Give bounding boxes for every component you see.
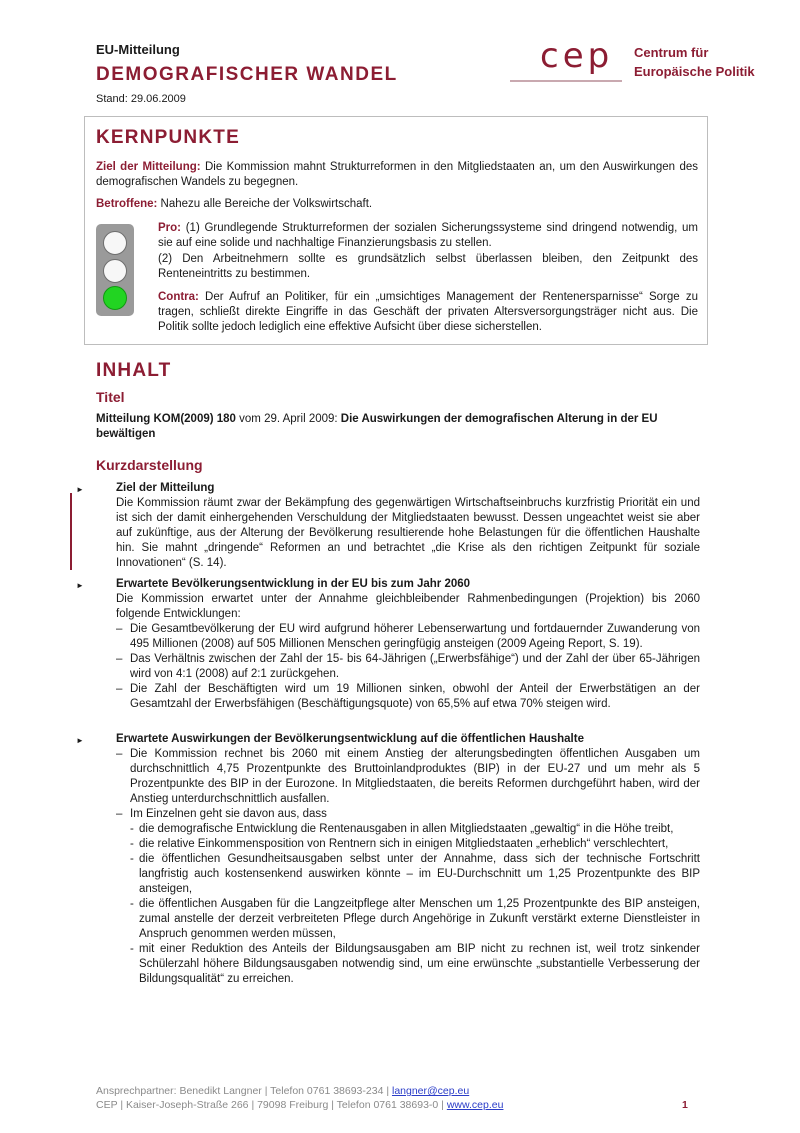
- section-text: Die Kommission erwartet unter der Annahme gleichbleibender Rahmenbedingungen (Projektion) bis 2060 folgende Entwicklungen:: [116, 593, 700, 620]
- section-title: Erwartete Auswirkungen der Bevölkerungsentwicklung auf die öffentlichen Haushalte: [116, 733, 584, 745]
- titel-text: [96, 412, 700, 442]
- list-item: – Im Einzelnen geht sie davon aus, dass: [116, 808, 327, 820]
- sub-list-item: - die demografische Entwicklung die Rentenausgaben in allen Mitgliedstaaten „gewaltig“ in die Höhe treibt,: [130, 823, 674, 835]
- footer-address-text: CEP | Kaiser-Joseph-Straße 266 | 79098 Freiburg | Telefon 0761 38693-0 |: [96, 1099, 447, 1111]
- sub-list-item: - die öffentlichen Ausgaben für die Langzeitpflege alter Menschen um 1,25 Prozentpunkte des BIP ansteigen, zumal anstelle der derzeit verbreiteten Pflege durch Angehörige in Zukunft verstärkt externe Dienstleister in Anspruch genommen werden müssen,: [130, 898, 700, 940]
- list-item: – Die Gesamtbevölkerung der EU wird aufgrund höherer Lebenserwartung und fortdauernder Zuwanderung von 495 Millionen (2008) auf 505 Millionen Menschen geringfügig ansteigen (2009 Ageing Report, S. 19).: [116, 623, 700, 650]
- arrow-bullet-icon: ►: [76, 581, 84, 590]
- pro-label: Pro:: [158, 222, 181, 234]
- titel-heading: Titel: [96, 389, 125, 405]
- kernpunkte-heading: KERNPUNKTE: [96, 127, 240, 148]
- logo-underline: [510, 80, 622, 82]
- footer-contact-text: Ansprechpartner: Benedikt Langner | Telefon 0761 38693-234 |: [96, 1085, 392, 1097]
- document-type-label: EU-Mitteilung: [96, 42, 180, 57]
- betroffene-label: Betroffene:: [96, 198, 158, 210]
- sub-list-item: - die öffentlichen Gesundheitsausgaben selbst unter der Annahme, dass sich der technische Fortschritt langfristig auch kostensenkend auswirken könnte – im EU-Durchschnitt um 1,25 Prozentpunkte des BIP ansteigen,: [130, 853, 700, 895]
- sub-list-item: - mit einer Reduktion des Anteils der Bildungsausgaben am BIP nicht zu rechnen ist, weil trotz sinkender Schülerzahl höhere Bildungsausgaben notwendig sind, um eine erwünschte „substantielle Verbesserung der Bildungsqualität“ zu erreichen.: [130, 943, 700, 985]
- section-haushalte: [76, 732, 700, 987]
- pro-text-1: (1) Grundlegende Strukturreformen der sozialen Sicherungssysteme sind dringend notwendig, um sie auf eine solide und nachhaltige Finanzierungsbasis zu stellen.: [158, 222, 698, 249]
- contra-text: Der Aufruf an Politiker, für ein „umsichtiges Management der Rentenersparnisse“ Sorge zu tragen, schließt direkte Eingriffe in das Geschäft der privaten Altersversorgungsträger nicht aus. Die Politik sollte jedoch lediglich eine effektive Aufsicht über diese sicherstellen.: [158, 291, 698, 333]
- arrow-bullet-icon: ►: [76, 736, 84, 745]
- footer-address: [96, 1099, 503, 1111]
- margin-marker: [70, 493, 72, 570]
- kurzdarstellung-heading: Kurzdarstellung: [96, 457, 203, 473]
- arrow-bullet-icon: ►: [76, 485, 84, 494]
- ziel-label: Ziel der Mitteilung:: [96, 161, 201, 173]
- section-title: Erwartete Bevölkerungsentwicklung in der EU bis zum Jahr 2060: [116, 578, 471, 590]
- list-item: – Das Verhältnis zwischen der Zahl der 15- bis 64-Jährigen („Erwerbsfähige“) und der Zahl der über 65-Jährigen wird von 4:1 (2008) auf 2:1 zurückgehen.: [116, 653, 700, 680]
- list-item: – Die Kommission rechnet bis 2060 mit einem Anstieg der alterungsbedingten öffentlichen Ausgaben um durchschnittlich 4,75 Prozentpunkte des Bruttoinlandproduktes (BIP) in der EU-27 und um mehr als 5 Prozentpunkte des BIP in der Eurozone. In Mitgliedstaaten, die bereits Reformen durchgeführt haben, wird der Anstieg unterdurchschnittlich ausfallen.: [116, 748, 700, 805]
- sub-list-item: - die relative Einkommensposition von Rentnern sich in einigen Mitgliedstaaten „erheblich“ verschlechtert,: [130, 838, 669, 850]
- section-title: Ziel der Mitteilung: [116, 482, 215, 494]
- ziel-paragraph: [96, 160, 698, 190]
- titel-bold-2: Die Auswirkungen der demografischen Alterung in der EU bewältigen: [96, 413, 658, 440]
- contra-paragraph: [158, 290, 698, 335]
- traffic-light-yellow-off: [103, 259, 127, 283]
- ziel-text: Die Kommission mahnt Strukturreformen in den Mitgliedstaaten an, um den Auswirkungen des demografischen Wandels zu begegnen.: [96, 161, 698, 188]
- traffic-light-icon: [96, 224, 134, 316]
- titel-bold-1: Mitteilung KOM(2009) 180: [96, 413, 236, 425]
- page-number: 1: [682, 1099, 688, 1111]
- website-link[interactable]: www.cep.eu: [446, 1099, 504, 1111]
- pro-paragraph-1: [158, 221, 698, 251]
- betroffene-text: Nahezu alle Bereiche der Volkswirtschaft.: [157, 198, 373, 210]
- traffic-light-green-on: [103, 286, 127, 310]
- section-bevoelkerung: [76, 577, 700, 712]
- cep-logo: [510, 28, 770, 88]
- document-date: Stand: 29.06.2009: [96, 93, 186, 105]
- section-ziel: [76, 481, 700, 571]
- inhalt-heading: INHALT: [96, 360, 172, 381]
- betroffene-paragraph: [96, 197, 698, 212]
- pro-paragraph-2: (2) Den Arbeitnehmern sollte es grundsätzlich selbst überlassen bleiben, den Zeitpunkt des Renteneintritts zu bestimmen.: [158, 253, 698, 280]
- footer-contact: [96, 1085, 469, 1097]
- logo-name: [634, 43, 755, 81]
- traffic-light-red-off: [103, 231, 127, 255]
- logo-name-line1: Centrum für: [634, 45, 709, 60]
- contra-label: Contra:: [158, 291, 199, 303]
- logo-name-line2: Europäische Politik: [634, 64, 755, 79]
- list-item: – Die Zahl der Beschäftigten wird um 19 Millionen sinken, obwohl der Anteil der Erwerbstätigen an der Gesamtzahl der Erwerbsfähigen (Beschäftigungsquote) von 65,5% auf etwa 70% steigen wird.: [116, 683, 700, 710]
- document-title: DEMOGRAFISCHER WANDEL: [96, 64, 398, 85]
- titel-mid: vom 29. April 2009:: [235, 413, 341, 425]
- email-link[interactable]: langner@cep.eu: [391, 1085, 470, 1097]
- section-text: Die Kommission räumt zwar der Bekämpfung des gegenwärtigen Wirtschaftseinbruchs kurzfristig Priorität ein und ist sich der damit einhergehenden Verschuldung der Mitgliedstaaten bewusst. Dessen ungeachtet weist sie aber auf zukünftige, aus der Alterung der Bevölkerung resultierende hohe Belastungen für die öffentlichen Haushalte hin. Sie mahnt „dringende“ Reformen an und betrachtet „die Krise als den richtigen Zeitpunkt für soziale Innovationen“ (S. 14).: [116, 497, 700, 569]
- logo-mark: cep: [540, 36, 614, 76]
